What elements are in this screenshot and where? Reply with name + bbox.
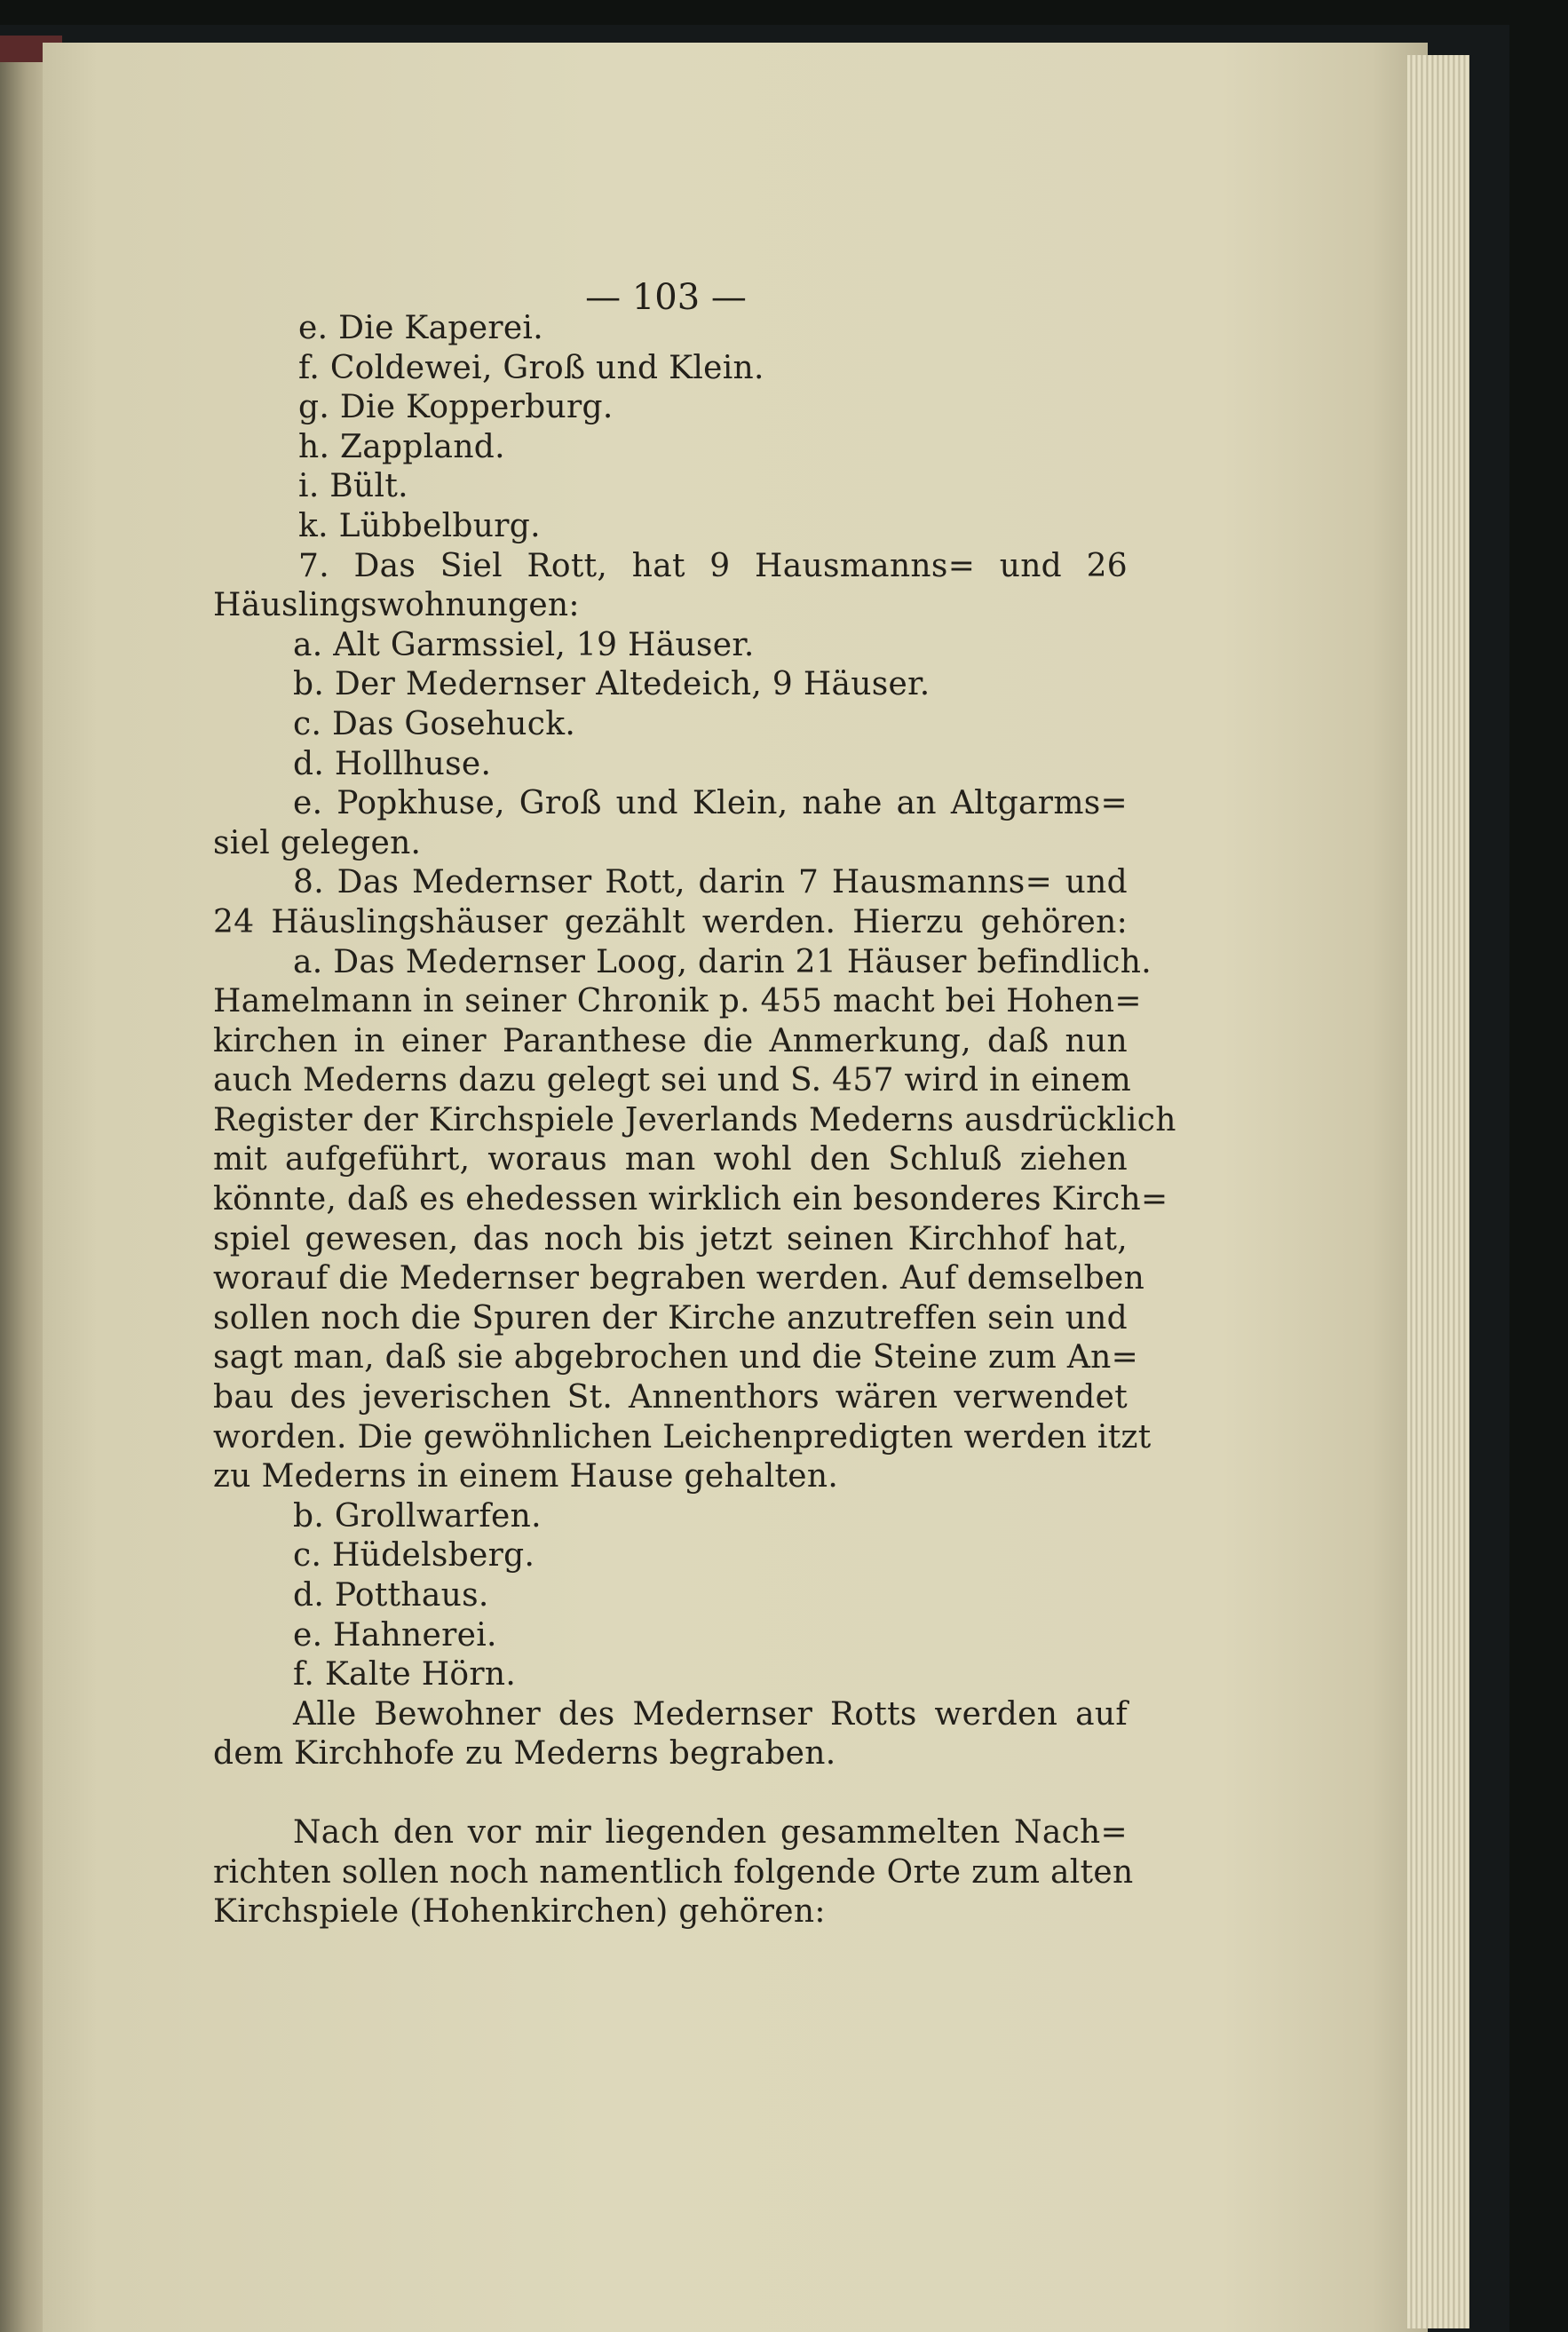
text-line: d. Potthaus.	[293, 1577, 489, 1614]
text-line: auch Mederns dazu gelegt sei und S. 457 wird in einem	[213, 1062, 1132, 1099]
text-line: worauf die Medernser begraben werden. Auf demselben	[213, 1260, 1145, 1297]
text-line: f. Kalte Hörn.	[293, 1656, 517, 1693]
text-line: mit aufgeführt, woraus man wohl den Schluß ziehen	[213, 1141, 1128, 1178]
text-line: worden. Die gewöhnlichen Leichenpredigten werden itzt	[213, 1418, 1152, 1456]
text-line: sagt man, daß sie abgebrochen und die Steine zum An=	[213, 1339, 1139, 1376]
text-line: dem Kirchhofe zu Mederns begraben.	[213, 1735, 836, 1773]
text-line: c. Das Gosehuck.	[293, 705, 576, 742]
text-line: kirchen in einer Paranthese die Anmerkung, daß nun	[213, 1022, 1128, 1059]
text-line: c. Hüdelsberg.	[293, 1537, 535, 1574]
text-line: f. Coldewei, Groß und Klein.	[298, 349, 764, 386]
text-line: 24 Häuslingshäuser gezählt werden. Hierzu gehören:	[213, 903, 1128, 940]
text-line: spiel gewesen, das noch bis jetzt seinen Kirchhof hat,	[213, 1220, 1128, 1257]
text-line: k. Lübbelburg.	[298, 507, 541, 544]
text-line: a. Alt Garmssiel, 19 Häuser.	[293, 626, 755, 663]
text-line: b. Grollwarfen.	[293, 1497, 542, 1535]
left-page-edge	[0, 36, 43, 2332]
text-line: h. Zappland.	[298, 428, 505, 465]
text-line: Kirchspiele (Hohenkirchen) gehören:	[213, 1893, 826, 1931]
text-line: e. Popkhuse, Groß und Klein, nahe an Altgarms=	[293, 785, 1128, 822]
paragraph-gap	[213, 1774, 1128, 1813]
text-line: sollen noch die Spuren der Kirche anzutreffen sein und	[213, 1299, 1128, 1337]
text-line: Häuslingswohnungen:	[213, 587, 580, 624]
text-line: bau des jeverischen St. Annenthors wären verwendet	[213, 1379, 1128, 1416]
text-line: Register der Kirchspiele Jeverlands Mederns ausdrücklich	[213, 1101, 1176, 1138]
text-line: könnte, daß es ehedessen wirklich ein besonderes Kirch=	[213, 1181, 1168, 1218]
text-line: e. Die Kaperei.	[298, 310, 543, 346]
text-line: 8. Das Medernser Rott, darin 7 Hausmanns= und	[293, 864, 1128, 901]
text-line: e. Hahnerei.	[293, 1616, 497, 1654]
text-line: d. Hollhuse.	[293, 745, 492, 782]
page-body-text	[213, 309, 1176, 1932]
text-line: Alle Bewohner des Medernser Rotts werden auf	[293, 1695, 1128, 1733]
text-line: i. Bült.	[298, 468, 408, 505]
text-line: b. Der Medernser Altedeich, 9 Häuser.	[293, 666, 931, 703]
text-line: 7. Das Siel Rott, hat 9 Hausmanns= und 26	[298, 547, 1128, 584]
text-line: a. Das Medernser Loog, darin 21 Häuser befindlich.	[293, 943, 1152, 980]
text-line: Nach den vor mir liegenden gesammelten Nach=	[293, 1813, 1128, 1851]
page-stack-edges	[1407, 55, 1469, 2328]
text-line: g. Die Kopperburg.	[298, 389, 614, 426]
text-line: zu Mederns in einem Hause gehalten.	[213, 1458, 839, 1495]
text-line: siel gelegen.	[213, 824, 422, 861]
page-number: — 103 —	[585, 277, 747, 318]
text-line: Hamelmann in seiner Chronik p. 455 macht bei Hohen=	[213, 983, 1142, 1020]
text-line: richten sollen noch namentlich folgende Orte zum alten	[213, 1853, 1134, 1891]
